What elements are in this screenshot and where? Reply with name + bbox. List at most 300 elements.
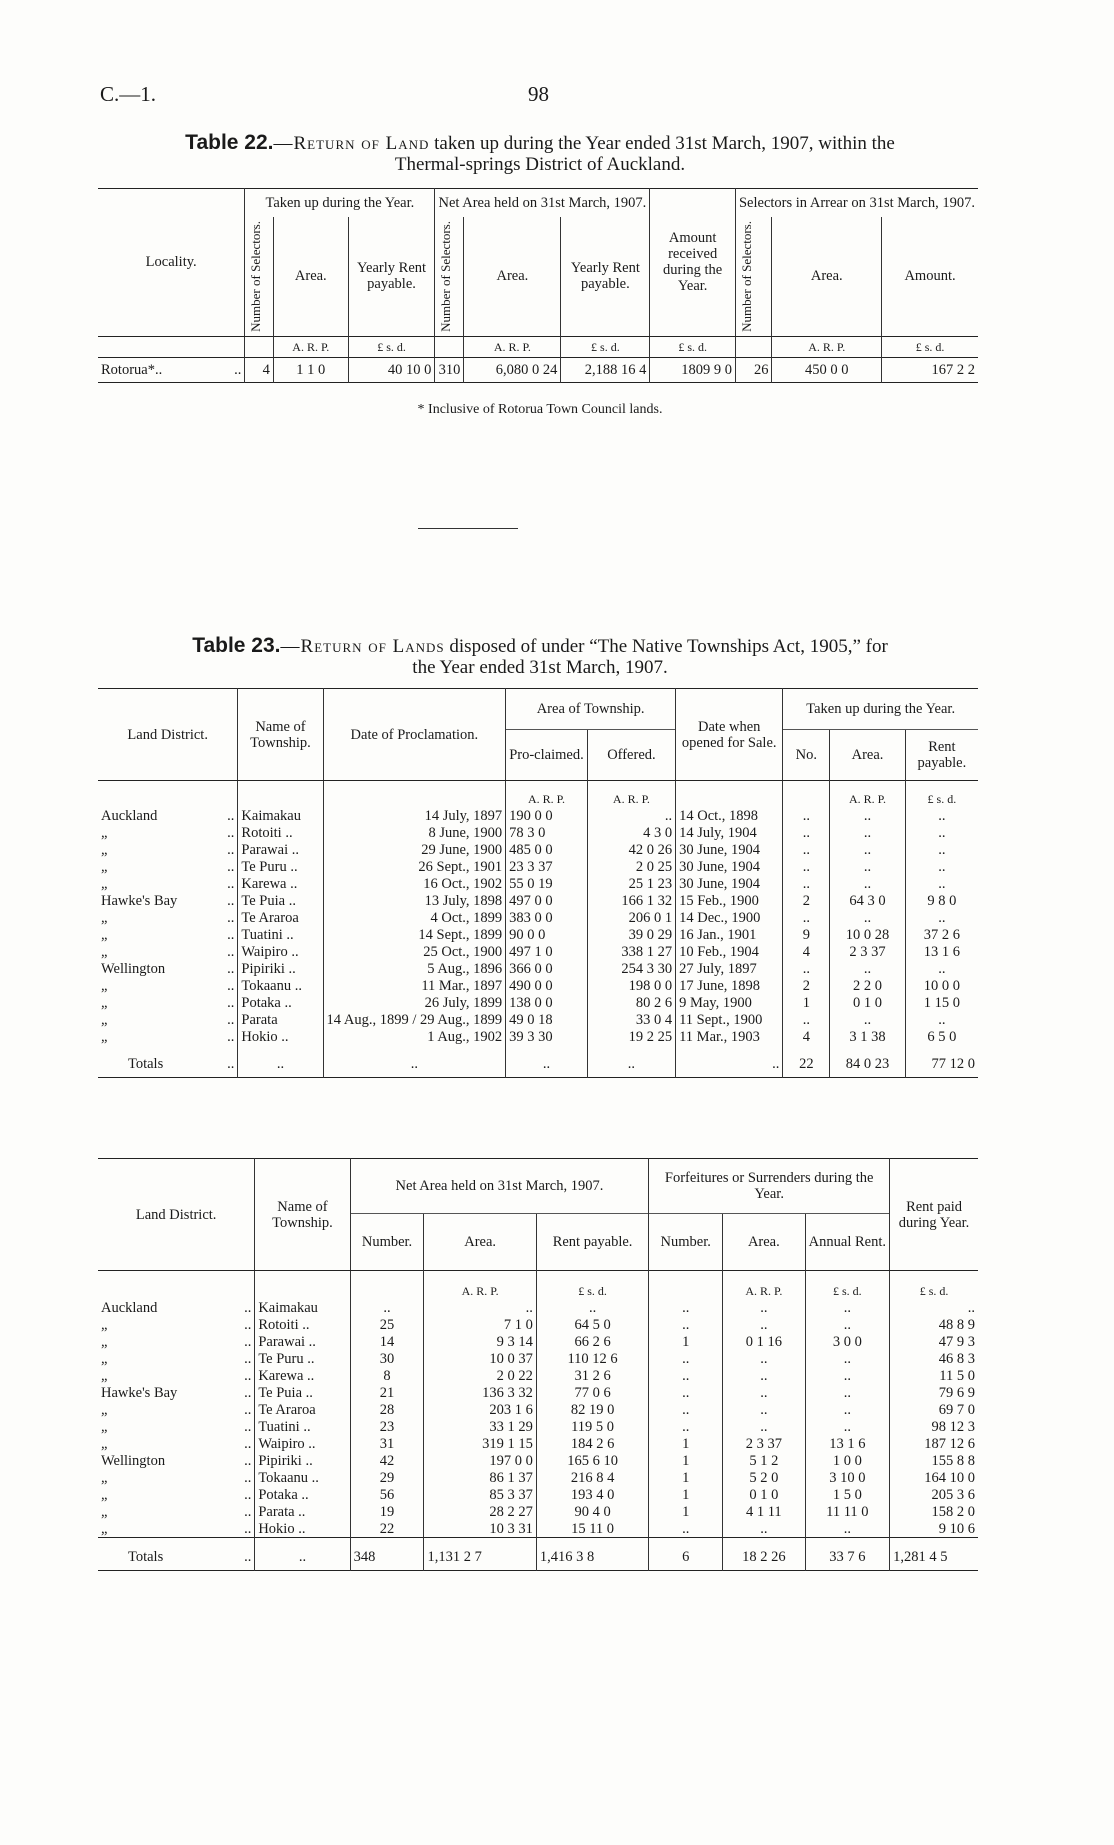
township-name: Te Puia .. <box>255 1384 350 1401</box>
taken-up-area: 10 0 28 <box>830 926 906 943</box>
t23b-annual-rent-header: Annual Rent. <box>805 1214 890 1271</box>
t23b-dots: .. <box>244 1549 252 1565</box>
proclamation-date: 25 Oct., 1900 <box>323 943 506 960</box>
t22-selectors-arrear-header: Selectors in Arrear on 31st March, 1907. <box>735 189 978 218</box>
table-row <box>98 858 978 875</box>
land-district: „ <box>101 824 108 841</box>
township-name: Potaka .. <box>255 1486 350 1503</box>
holder-number: 19 <box>350 1503 424 1520</box>
t23b-total-farea: 18 2 26 <box>723 1538 805 1571</box>
proclamation-date: 13 July, 1898 <box>323 892 506 909</box>
township-name: Potaka .. <box>238 994 323 1011</box>
annual-rent: 13 1 6 <box>805 1435 890 1452</box>
annual-rent: .. <box>805 1418 890 1435</box>
date-opened: 14 Dec., 1900 <box>676 909 783 926</box>
rent-paid: 48 8 9 <box>890 1316 978 1333</box>
taken-up-number: .. <box>783 909 830 926</box>
t23b-total-num: 348 <box>350 1538 424 1571</box>
land-district: „ <box>101 1401 108 1418</box>
table-row <box>98 926 978 943</box>
page-reference: C.—1. <box>100 82 157 106</box>
holder-number: 56 <box>350 1486 424 1503</box>
forfeiture-number: 1 <box>649 1469 723 1486</box>
t23a-unit-arp: A. R. P. <box>830 781 906 808</box>
table-row <box>98 1350 978 1367</box>
forfeiture-area: .. <box>723 1520 805 1538</box>
net-area: 33 1 29 <box>424 1418 536 1435</box>
t22-ar-num-header: Number of Selectors. <box>738 221 754 332</box>
forfeiture-area: 5 1 2 <box>723 1452 805 1469</box>
rent-payable: .. <box>905 875 978 892</box>
area-proclaimed: 383 0 0 <box>506 909 588 926</box>
township-name: Waipiro .. <box>255 1435 350 1452</box>
area-proclaimed: 490 0 0 <box>506 977 588 994</box>
township-name: Tokaanu .. <box>238 977 323 994</box>
township-name: Tuatini .. <box>255 1418 350 1435</box>
rent-payable: .. <box>905 909 978 926</box>
proclamation-date: 29 June, 1900 <box>323 841 506 858</box>
leader-dots: .. <box>227 1028 235 1045</box>
t23a-date-header: Date of Proclamation. <box>323 689 506 781</box>
forfeiture-number: 1 <box>649 1486 723 1503</box>
t23b-unit-lsd: £ s. d. <box>536 1271 648 1300</box>
forfeiture-area: 2 3 37 <box>723 1435 805 1452</box>
land-district: „ <box>101 841 108 858</box>
area-proclaimed: 366 0 0 <box>506 960 588 977</box>
land-district: „ <box>101 1469 108 1486</box>
leader-dots: .. <box>227 807 235 824</box>
taken-up-area: 2 3 37 <box>830 943 906 960</box>
township-name: Te Puru .. <box>238 858 323 875</box>
leader-dots: .. <box>227 960 235 977</box>
table-row <box>98 943 978 960</box>
net-area: .. <box>424 1299 536 1316</box>
taken-up-number: 4 <box>783 943 830 960</box>
land-district: „ <box>101 943 108 960</box>
land-district: Wellington <box>101 960 166 977</box>
t22-ar-area: 450 0 0 <box>772 357 882 382</box>
holder-number: 14 <box>350 1333 424 1350</box>
net-area: 86 1 37 <box>424 1469 536 1486</box>
land-district: „ <box>101 1367 108 1384</box>
leader-dots: .. <box>244 1333 252 1350</box>
taken-up-area: .. <box>830 807 906 824</box>
net-area: 10 0 37 <box>424 1350 536 1367</box>
area-proclaimed: 497 0 0 <box>506 892 588 909</box>
proclamation-date: 4 Oct., 1899 <box>323 909 506 926</box>
t23a-total-rent: 77 12 0 <box>905 1045 978 1078</box>
leader-dots: .. <box>227 909 235 926</box>
rent-payable: 110 12 6 <box>536 1350 648 1367</box>
table-row <box>98 807 978 824</box>
area-proclaimed: 55 0 19 <box>506 875 588 892</box>
taken-up-area: .. <box>830 841 906 858</box>
annual-rent: .. <box>805 1367 890 1384</box>
t22-na-rent-header: Yearly Rent payable. <box>561 217 650 336</box>
rent-payable: 37 2 6 <box>905 926 978 943</box>
t22-locality-header: Locality. <box>98 189 245 337</box>
annual-rent: .. <box>805 1316 890 1333</box>
forfeiture-number: .. <box>649 1367 723 1384</box>
forfeiture-number: .. <box>649 1520 723 1538</box>
taken-up-number: 4 <box>783 1028 830 1045</box>
net-area: 9 3 14 <box>424 1333 536 1350</box>
date-opened: 14 Oct., 1898 <box>676 807 783 824</box>
t22-amount-received-header: Amount received during the Year. <box>650 189 736 337</box>
area-offered: 33 0 4 <box>587 1011 675 1028</box>
table-row <box>98 357 978 382</box>
taken-up-area: 64 3 0 <box>830 892 906 909</box>
rent-payable: 90 4 0 <box>536 1503 648 1520</box>
proclamation-date: 8 June, 1900 <box>323 824 506 841</box>
land-district: „ <box>101 875 108 892</box>
holder-number: .. <box>350 1299 424 1316</box>
rent-payable: 9 8 0 <box>905 892 978 909</box>
table23-part2 <box>98 1158 978 1571</box>
t22-amount: 1809 9 0 <box>650 357 736 382</box>
t23b-farea-header: Area. <box>723 1214 805 1271</box>
t22-unit-lsd: £ s. d. <box>561 336 650 357</box>
date-opened: 11 Mar., 1903 <box>676 1028 783 1045</box>
leader-dots: .. <box>244 1384 252 1401</box>
leader-dots: .. <box>227 858 235 875</box>
taken-up-number: 2 <box>783 892 830 909</box>
rent-payable: 119 5 0 <box>536 1418 648 1435</box>
taken-up-area: .. <box>830 824 906 841</box>
t23a-area-header: Area. <box>830 730 906 781</box>
table-row <box>98 1469 978 1486</box>
rent-payable: 216 8 4 <box>536 1469 648 1486</box>
forfeiture-area: .. <box>723 1384 805 1401</box>
land-district: „ <box>101 1486 108 1503</box>
forfeiture-number: .. <box>649 1299 723 1316</box>
leader-dots: .. <box>244 1435 252 1452</box>
annual-rent: .. <box>805 1520 890 1538</box>
land-district: „ <box>101 1503 108 1520</box>
leader-dots: .. <box>227 1011 235 1028</box>
township-name: Pipiriki .. <box>255 1452 350 1469</box>
rent-paid: 79 6 9 <box>890 1384 978 1401</box>
holder-number: 29 <box>350 1469 424 1486</box>
land-district: „ <box>101 1435 108 1452</box>
forfeiture-number: 1 <box>649 1452 723 1469</box>
table-row <box>98 841 978 858</box>
table-row <box>98 1486 978 1503</box>
rent-paid: 11 5 0 <box>890 1367 978 1384</box>
annual-rent: .. <box>805 1384 890 1401</box>
table-row <box>98 1316 978 1333</box>
t22-na-num-header: Number of Selectors. <box>438 221 454 332</box>
rent-payable: 1 15 0 <box>905 994 978 1011</box>
forfeiture-area: .. <box>723 1316 805 1333</box>
t22-locality: Rotorua*.. <box>101 361 163 378</box>
township-name: Kaimakau <box>255 1299 350 1316</box>
net-area: 203 1 6 <box>424 1401 536 1418</box>
net-area: 197 0 0 <box>424 1452 536 1469</box>
t23a-opened-header: Date when opened for Sale. <box>676 689 783 781</box>
date-opened: 15 Feb., 1900 <box>676 892 783 909</box>
rent-payable: .. <box>905 1011 978 1028</box>
t23a-area-township-header: Area of Township. <box>506 689 676 730</box>
rent-payable: 184 2 6 <box>536 1435 648 1452</box>
table-row <box>98 909 978 926</box>
township-name: Karewa .. <box>238 875 323 892</box>
holder-number: 22 <box>350 1520 424 1538</box>
holder-number: 42 <box>350 1452 424 1469</box>
annual-rent: 1 5 0 <box>805 1486 890 1503</box>
t23b-net-area-header: Net Area held on 31st March, 1907. <box>350 1159 649 1214</box>
t22-na-area-header: Area. <box>464 217 561 336</box>
leader-dots: .. <box>244 1452 252 1469</box>
t23a-total-off: .. <box>587 1045 675 1078</box>
leader-dots: .. <box>227 875 235 892</box>
holder-number: 30 <box>350 1350 424 1367</box>
rent-paid: 158 2 0 <box>890 1503 978 1520</box>
proclamation-date: 11 Mar., 1897 <box>323 977 506 994</box>
area-offered: 198 0 0 <box>587 977 675 994</box>
t23a-dots: .. <box>227 1056 235 1072</box>
rent-payable: 31 2 6 <box>536 1367 648 1384</box>
t23a-totals-label: Totals <box>128 1056 164 1072</box>
rent-paid: .. <box>890 1299 978 1316</box>
table-row <box>98 1418 978 1435</box>
forfeiture-number: .. <box>649 1384 723 1401</box>
net-area: 319 1 15 <box>424 1435 536 1452</box>
t22-unit-arp: A. R. P. <box>273 336 348 357</box>
t23b-area-header: Area. <box>424 1214 536 1271</box>
land-district: „ <box>101 1350 108 1367</box>
township-name: Te Araroa <box>255 1401 350 1418</box>
net-area: 10 3 31 <box>424 1520 536 1538</box>
t23b-total-paid: 1,281 4 5 <box>890 1538 978 1571</box>
t22-tu-rent: 40 10 0 <box>348 357 435 382</box>
t23a-total-town: .. <box>238 1045 323 1078</box>
taken-up-number: 2 <box>783 977 830 994</box>
rent-payable: 77 0 6 <box>536 1384 648 1401</box>
table-row <box>98 1011 978 1028</box>
table23-title <box>100 635 980 678</box>
leader-dots: .. <box>227 824 235 841</box>
table-row <box>98 1401 978 1418</box>
township-name: Te Araroa <box>238 909 323 926</box>
t22-ar-amount: 167 2 2 <box>882 357 978 382</box>
land-district: „ <box>101 909 108 926</box>
land-district: „ <box>101 1418 108 1435</box>
page-number: 98 <box>528 82 549 106</box>
table22-title-line2: Thermal-springs District of Auckland. <box>394 154 686 175</box>
t23b-forfeitures-header: Forfeitures or Surrenders during the Year. <box>649 1159 890 1214</box>
table22-footnote: * Inclusive of Rotorua Town Council lands. <box>417 402 663 417</box>
proclamation-date: 14 Aug., 1899 / 29 Aug., 1899 <box>323 1011 506 1028</box>
township-name: Hokio .. <box>255 1520 350 1538</box>
land-district: Auckland <box>101 1299 158 1316</box>
taken-up-number: .. <box>783 858 830 875</box>
t22-unit-arp: A. R. P. <box>772 336 882 357</box>
date-opened: 9 May, 1900 <box>676 994 783 1011</box>
area-proclaimed: 49 0 18 <box>506 1011 588 1028</box>
land-district: „ <box>101 858 108 875</box>
rent-payable: 13 1 6 <box>905 943 978 960</box>
rent-payable: 10 0 0 <box>905 977 978 994</box>
leader-dots: .. <box>244 1367 252 1384</box>
t22-tu-num: 4 <box>245 357 274 382</box>
taken-up-number: 9 <box>783 926 830 943</box>
leader-dots: .. <box>244 1486 252 1503</box>
t23a-rent-header: Rent payable. <box>905 730 978 781</box>
date-opened: 10 Feb., 1904 <box>676 943 783 960</box>
area-offered: 254 3 30 <box>587 960 675 977</box>
forfeiture-area: 0 1 16 <box>723 1333 805 1350</box>
taken-up-area: .. <box>830 1011 906 1028</box>
net-area: 28 2 27 <box>424 1503 536 1520</box>
township-name: Te Puru .. <box>255 1350 350 1367</box>
leader-dots: .. <box>227 926 235 943</box>
t22-na-rent: 2,188 16 4 <box>561 357 650 382</box>
area-offered: .. <box>587 807 675 824</box>
proclamation-date: 26 July, 1899 <box>323 994 506 1011</box>
rent-payable: .. <box>905 858 978 875</box>
table-row <box>98 1384 978 1401</box>
t22-ar-amount-header: Amount. <box>882 217 978 336</box>
taken-up-area: .. <box>830 960 906 977</box>
area-offered: 19 2 25 <box>587 1028 675 1045</box>
t22-unit-arp: A. R. P. <box>464 336 561 357</box>
t22-unit-lsd: £ s. d. <box>348 336 435 357</box>
t23a-total-proc: .. <box>323 1045 506 1078</box>
forfeiture-number: .. <box>649 1316 723 1333</box>
land-district: Hawke's Bay <box>101 892 178 909</box>
proclamation-date: 5 Aug., 1896 <box>323 960 506 977</box>
t23a-taken-up-header: Taken up during the Year. <box>783 689 978 730</box>
land-district: „ <box>101 1333 108 1350</box>
t23a-offered-header: Offered. <box>587 730 675 781</box>
t23b-total-town: .. <box>255 1538 350 1571</box>
annual-rent: 3 0 0 <box>805 1333 890 1350</box>
table-row <box>98 1367 978 1384</box>
land-district: „ <box>101 926 108 943</box>
leader-dots: .. <box>227 994 235 1011</box>
taken-up-number: .. <box>783 807 830 824</box>
forfeiture-area: 5 2 0 <box>723 1469 805 1486</box>
table-row <box>98 1333 978 1350</box>
rent-payable: 64 5 0 <box>536 1316 648 1333</box>
leader-dots: .. <box>244 1299 252 1316</box>
annual-rent: .. <box>805 1299 890 1316</box>
holder-number: 8 <box>350 1367 424 1384</box>
leader-dots: .. <box>244 1503 252 1520</box>
taken-up-area: .. <box>830 909 906 926</box>
township-name: Parata <box>238 1011 323 1028</box>
annual-rent: 1 0 0 <box>805 1452 890 1469</box>
table-row <box>98 892 978 909</box>
proclamation-date: 1 Aug., 1902 <box>323 1028 506 1045</box>
land-district: „ <box>101 1011 108 1028</box>
t23a-total-opened: .. <box>676 1045 783 1078</box>
t23b-unit-lsd: £ s. d. <box>890 1271 978 1300</box>
township-name: Te Puia .. <box>238 892 323 909</box>
t22-ar-num: 26 <box>735 357 772 382</box>
table-row <box>98 977 978 994</box>
land-district: „ <box>101 994 108 1011</box>
annual-rent: 11 11 0 <box>805 1503 890 1520</box>
township-name: Parawai .. <box>255 1333 350 1350</box>
rent-paid: 187 12 6 <box>890 1435 978 1452</box>
date-opened: 30 June, 1904 <box>676 858 783 875</box>
land-district: Hawke's Bay <box>101 1384 178 1401</box>
table-row <box>98 824 978 841</box>
t23b-fnumber-header: Number. <box>649 1214 723 1271</box>
table22-number: Table 22. <box>185 131 274 154</box>
date-opened: 30 June, 1904 <box>676 875 783 892</box>
rent-payable: 82 19 0 <box>536 1401 648 1418</box>
t23a-unit-lsd: £ s. d. <box>905 781 978 808</box>
taken-up-number: .. <box>783 1011 830 1028</box>
table23-number: Table 23. <box>192 634 281 657</box>
rent-paid: 9 10 6 <box>890 1520 978 1538</box>
t23b-total-rent: 1,416 3 8 <box>536 1538 648 1571</box>
t22-tu-rent-header: Yearly Rent payable. <box>348 217 435 336</box>
t22-tu-area: 1 1 0 <box>273 357 348 382</box>
proclamation-date: 16 Oct., 1902 <box>323 875 506 892</box>
rent-payable: .. <box>905 960 978 977</box>
forfeiture-number: .. <box>649 1350 723 1367</box>
rent-paid: 47 9 3 <box>890 1333 978 1350</box>
net-area: 136 3 32 <box>424 1384 536 1401</box>
leader-dots: .. <box>244 1520 252 1537</box>
forfeiture-number: .. <box>649 1401 723 1418</box>
t23a-unit-arp: A. R. P. <box>506 781 588 808</box>
forfeiture-area: 0 1 0 <box>723 1486 805 1503</box>
area-offered: 80 2 6 <box>587 994 675 1011</box>
township-name: Parata .. <box>255 1503 350 1520</box>
annual-rent: .. <box>805 1401 890 1418</box>
net-area: 85 3 37 <box>424 1486 536 1503</box>
forfeiture-number: 1 <box>649 1435 723 1452</box>
area-offered: 42 0 26 <box>587 841 675 858</box>
table-row <box>98 1452 978 1469</box>
leader-dots: .. <box>227 892 235 909</box>
rent-payable: .. <box>536 1299 648 1316</box>
table23-title-text: disposed of under “The Native Townships Act, 1905,” for <box>449 636 888 657</box>
table-row <box>98 875 978 892</box>
proclamation-date: 14 Sept., 1899 <box>323 926 506 943</box>
holder-number: 28 <box>350 1401 424 1418</box>
township-name: Rotoiti .. <box>255 1316 350 1333</box>
t23b-total-frent: 33 7 6 <box>805 1538 890 1571</box>
forfeiture-number: 1 <box>649 1333 723 1350</box>
taken-up-number: .. <box>783 841 830 858</box>
rent-payable: .. <box>905 841 978 858</box>
proclamation-date: 14 July, 1897 <box>323 807 506 824</box>
township-name: Hokio .. <box>238 1028 323 1045</box>
land-district: „ <box>101 977 108 994</box>
leader-dots: .. <box>244 1469 252 1486</box>
t23a-total-area: 84 0 23 <box>830 1045 906 1078</box>
forfeiture-number: .. <box>649 1418 723 1435</box>
totals-row <box>98 1538 978 1571</box>
table-row <box>98 1503 978 1520</box>
rent-payable: 193 4 0 <box>536 1486 648 1503</box>
land-district: „ <box>101 1028 108 1045</box>
t22-dots: .. <box>234 361 242 378</box>
t23b-unit-arp: A. R. P. <box>424 1271 536 1300</box>
t23a-proclaimed-header: Pro-claimed. <box>506 730 588 781</box>
forfeiture-area: .. <box>723 1401 805 1418</box>
annual-rent: .. <box>805 1350 890 1367</box>
table-row <box>98 1028 978 1045</box>
t23b-number-header: Number. <box>350 1214 424 1271</box>
t23b-unit-lsd: £ s. d. <box>805 1271 890 1300</box>
